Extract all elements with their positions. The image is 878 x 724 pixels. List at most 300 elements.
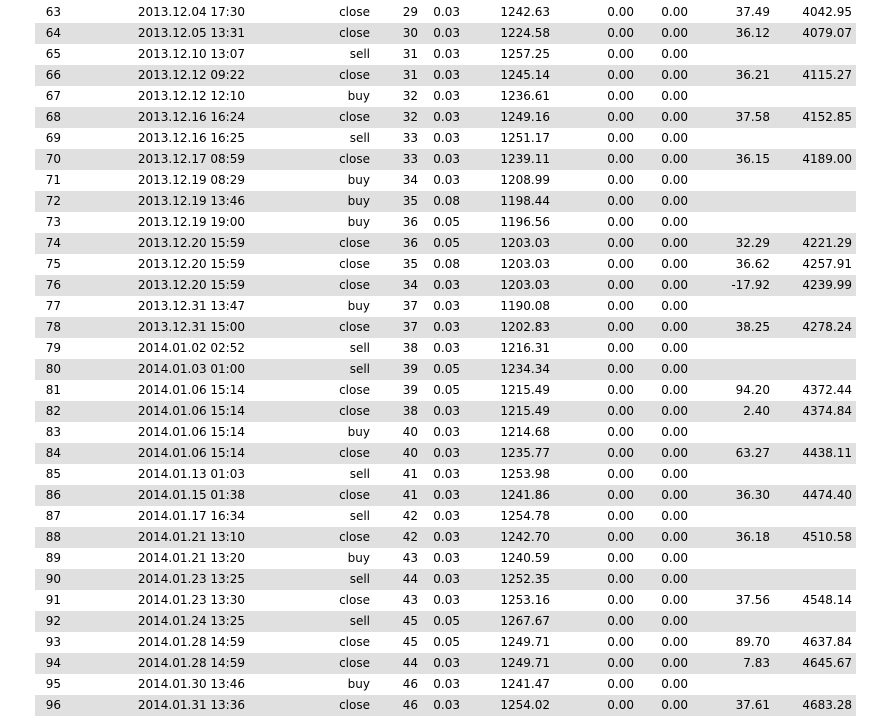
take-profit-cell: 0.00	[661, 551, 688, 565]
price-cell: 1245.14	[464, 65, 550, 86]
stop-loss-cell: 0.00	[550, 695, 636, 716]
table-row	[0, 653, 856, 674]
lot-size-cell: 0.03	[433, 89, 460, 103]
deal-time-cell: 2013.12.16 16:25	[137, 131, 245, 145]
profit-cell: 94.20	[735, 383, 770, 397]
order-number-cell: 37	[372, 317, 420, 338]
profit-cell: 89.70	[735, 635, 770, 649]
lot-size-cell: 0.08	[433, 257, 460, 271]
lot-size-cell: 0.03	[420, 527, 464, 548]
profit-cell	[690, 44, 772, 65]
table-row	[0, 107, 856, 128]
profit-cell: 7.83	[690, 653, 772, 674]
table-row	[0, 170, 856, 191]
deal-number-cell: 78	[35, 317, 77, 338]
price-cell: 1251.17	[500, 131, 550, 145]
deal-type-cell: buy	[347, 299, 370, 313]
table-row	[0, 296, 856, 317]
row-margin-cell	[0, 317, 35, 338]
deal-number-cell: 88	[35, 527, 77, 548]
take-profit-cell: 0.00	[636, 527, 690, 548]
profit-cell	[690, 296, 772, 317]
deal-time-cell: 2014.01.06 15:14	[137, 383, 245, 397]
deal-time-cell: 2014.01.15 01:38	[77, 485, 251, 506]
profit-cell: 38.25	[690, 317, 772, 338]
stop-loss-cell: 0.00	[607, 383, 634, 397]
take-profit-cell: 0.00	[636, 611, 690, 632]
profit-cell	[690, 548, 772, 569]
deal-number-cell: 80	[35, 359, 77, 380]
deal-number-cell: 92	[35, 611, 77, 632]
balance-cell	[772, 548, 856, 569]
price-cell: 1235.77	[464, 443, 550, 464]
take-profit-cell: 0.00	[661, 593, 688, 607]
deal-time-cell: 2013.12.20 15:59	[77, 233, 251, 254]
stop-loss-cell: 0.00	[607, 215, 634, 229]
lot-size-cell: 0.05	[420, 359, 464, 380]
take-profit-cell: 0.00	[661, 5, 688, 19]
stop-loss-cell: 0.00	[607, 425, 634, 439]
deal-number-cell: 81	[45, 383, 61, 397]
deal-number-cell: 77	[45, 299, 61, 313]
deal-time-cell: 2014.01.28 14:59	[137, 635, 245, 649]
deal-time-cell: 2013.12.19 19:00	[137, 215, 245, 229]
table-row	[0, 2, 856, 23]
lot-size-cell: 0.05	[420, 233, 464, 254]
table-row	[0, 380, 856, 401]
profit-cell: 36.30	[690, 485, 772, 506]
order-number-cell: 35	[372, 191, 420, 212]
lot-size-cell: 0.03	[420, 149, 464, 170]
balance-cell	[772, 44, 856, 65]
take-profit-cell: 0.00	[661, 635, 688, 649]
price-cell: 1203.03	[500, 257, 550, 271]
table-row	[0, 233, 856, 254]
take-profit-cell: 0.00	[636, 695, 690, 716]
order-number-cell: 38	[402, 341, 418, 355]
deal-number-cell: 82	[35, 401, 77, 422]
profit-cell	[690, 191, 772, 212]
deal-type-cell: close	[251, 233, 372, 254]
trade-history-table	[0, 2, 856, 716]
table-row	[0, 23, 856, 44]
row-margin-cell	[0, 611, 35, 632]
deal-time-cell: 2014.01.13 01:03	[137, 467, 245, 481]
balance-cell: 4548.14	[802, 593, 852, 607]
price-cell: 1267.67	[464, 611, 550, 632]
stop-loss-cell: 0.00	[607, 551, 634, 565]
deal-type-cell: buy	[347, 215, 370, 229]
price-cell: 1215.49	[500, 383, 550, 397]
balance-cell	[772, 86, 856, 107]
deal-number-cell: 83	[45, 425, 61, 439]
deal-time-cell: 2014.01.02 02:52	[137, 341, 245, 355]
row-margin-cell	[0, 359, 35, 380]
stop-loss-cell: 0.00	[550, 275, 636, 296]
order-number-cell: 38	[372, 401, 420, 422]
deal-type-cell: sell	[349, 509, 370, 523]
lot-size-cell: 0.03	[420, 401, 464, 422]
deal-number-cell: 90	[35, 569, 77, 590]
profit-cell: 36.21	[690, 65, 772, 86]
deal-type-cell: buy	[251, 191, 372, 212]
deal-time-cell: 2013.12.31 15:00	[77, 317, 251, 338]
price-cell: 1190.08	[500, 299, 550, 313]
deal-number-cell: 70	[35, 149, 77, 170]
profit-cell: 37.58	[690, 107, 772, 128]
stop-loss-cell: 0.00	[550, 359, 636, 380]
table-row	[0, 275, 856, 296]
deal-time-cell: 2014.01.28 14:59	[77, 653, 251, 674]
profit-cell	[690, 359, 772, 380]
price-cell: 1198.44	[464, 191, 550, 212]
take-profit-cell: 0.00	[661, 173, 688, 187]
row-margin-cell	[0, 590, 35, 611]
balance-cell	[772, 359, 856, 380]
order-number-cell: 33	[402, 131, 418, 145]
table-row	[0, 191, 856, 212]
deal-number-cell: 87	[45, 509, 61, 523]
price-cell: 1224.58	[464, 23, 550, 44]
row-margin-cell	[0, 653, 35, 674]
order-number-cell: 45	[372, 611, 420, 632]
deal-time-cell: 2014.01.06 15:14	[77, 401, 251, 422]
order-number-cell: 40	[402, 425, 418, 439]
deal-type-cell: close	[339, 635, 370, 649]
take-profit-cell: 0.00	[636, 485, 690, 506]
row-margin-cell	[0, 674, 35, 695]
row-margin-cell	[0, 296, 35, 317]
take-profit-cell: 0.00	[661, 89, 688, 103]
price-cell: 1249.71	[464, 653, 550, 674]
order-number-cell: 45	[402, 635, 418, 649]
deal-number-cell: 79	[45, 341, 61, 355]
deal-time-cell: 2014.01.17 16:34	[137, 509, 245, 523]
row-margin-cell	[0, 149, 35, 170]
order-number-cell: 39	[372, 359, 420, 380]
price-cell: 1242.63	[500, 5, 550, 19]
lot-size-cell: 0.03	[420, 275, 464, 296]
table-row	[0, 464, 856, 485]
deal-type-cell: buy	[347, 89, 370, 103]
deal-type-cell: close	[251, 401, 372, 422]
table-row	[0, 695, 856, 716]
order-number-cell: 33	[372, 149, 420, 170]
lot-size-cell: 0.03	[420, 695, 464, 716]
deal-type-cell: buy	[347, 677, 370, 691]
order-number-cell: 32	[402, 89, 418, 103]
profit-cell: 32.29	[690, 233, 772, 254]
stop-loss-cell: 0.00	[607, 593, 634, 607]
take-profit-cell: 0.00	[661, 509, 688, 523]
balance-cell	[772, 338, 856, 359]
balance-cell: 4221.29	[772, 233, 856, 254]
take-profit-cell: 0.00	[636, 65, 690, 86]
deal-number-cell: 67	[45, 89, 61, 103]
price-cell: 1253.98	[500, 467, 550, 481]
lot-size-cell: 0.03	[420, 569, 464, 590]
table-row	[0, 128, 856, 149]
table-row	[0, 44, 856, 65]
profit-cell	[690, 674, 772, 695]
balance-cell	[772, 296, 856, 317]
deal-time-cell: 2014.01.23 13:30	[137, 593, 245, 607]
order-number-cell: 36	[372, 233, 420, 254]
lot-size-cell: 0.03	[433, 551, 460, 565]
deal-type-cell: sell	[349, 467, 370, 481]
row-margin-cell	[0, 695, 35, 716]
profit-cell	[690, 86, 772, 107]
stop-loss-cell: 0.00	[550, 443, 636, 464]
order-number-cell: 44	[372, 653, 420, 674]
price-cell: 1241.86	[464, 485, 550, 506]
take-profit-cell: 0.00	[661, 383, 688, 397]
stop-loss-cell: 0.00	[550, 65, 636, 86]
lot-size-cell: 0.05	[433, 215, 460, 229]
deal-time-cell: 2014.01.03 01:00	[77, 359, 251, 380]
take-profit-cell: 0.00	[636, 275, 690, 296]
deal-type-cell: buy	[347, 425, 370, 439]
row-margin-cell	[0, 443, 35, 464]
stop-loss-cell: 0.00	[550, 611, 636, 632]
profit-cell	[690, 422, 772, 443]
row-margin-cell	[0, 380, 35, 401]
order-number-cell: 46	[372, 695, 420, 716]
balance-cell	[772, 128, 856, 149]
stop-loss-cell: 0.00	[607, 509, 634, 523]
stop-loss-cell: 0.00	[607, 341, 634, 355]
lot-size-cell: 0.05	[433, 635, 460, 649]
table-row	[0, 548, 856, 569]
take-profit-cell: 0.00	[661, 677, 688, 691]
lot-size-cell: 0.03	[420, 107, 464, 128]
deal-time-cell: 2013.12.20 15:59	[137, 257, 245, 271]
balance-cell: 4152.85	[772, 107, 856, 128]
stop-loss-cell: 0.00	[607, 257, 634, 271]
deal-time-cell: 2013.12.10 13:07	[137, 47, 245, 61]
take-profit-cell: 0.00	[661, 131, 688, 145]
table-row	[0, 401, 856, 422]
price-cell: 1215.49	[464, 401, 550, 422]
deal-number-cell: 66	[35, 65, 77, 86]
balance-cell: 4637.84	[802, 635, 852, 649]
price-cell: 1203.03	[464, 275, 550, 296]
order-number-cell: 43	[402, 551, 418, 565]
order-number-cell: 41	[372, 485, 420, 506]
take-profit-cell: 0.00	[636, 233, 690, 254]
lot-size-cell: 0.03	[420, 443, 464, 464]
deal-type-cell: buy	[347, 173, 370, 187]
order-number-cell: 40	[372, 443, 420, 464]
price-cell: 1214.68	[500, 425, 550, 439]
balance-cell	[772, 506, 856, 527]
table-row	[0, 86, 856, 107]
deal-number-cell: 96	[35, 695, 77, 716]
profit-cell: 36.12	[690, 23, 772, 44]
price-cell: 1196.56	[500, 215, 550, 229]
take-profit-cell: 0.00	[636, 443, 690, 464]
deal-type-cell: close	[251, 107, 372, 128]
deal-type-cell: close	[251, 23, 372, 44]
row-margin-cell	[0, 401, 35, 422]
take-profit-cell: 0.00	[636, 359, 690, 380]
lot-size-cell: 0.03	[420, 317, 464, 338]
deal-type-cell: sell	[349, 341, 370, 355]
balance-cell: 4115.27	[772, 65, 856, 86]
deal-type-cell: sell	[349, 47, 370, 61]
deal-time-cell: 2014.01.06 15:14	[137, 425, 245, 439]
table-row	[0, 569, 856, 590]
deal-type-cell: sell	[251, 359, 372, 380]
deal-type-cell: sell	[251, 611, 372, 632]
row-margin-cell	[0, 44, 35, 65]
balance-cell: 4239.99	[772, 275, 856, 296]
balance-cell: 4683.28	[772, 695, 856, 716]
take-profit-cell: 0.00	[661, 341, 688, 355]
stop-loss-cell: 0.00	[607, 635, 634, 649]
row-margin-cell	[0, 170, 35, 191]
profit-cell	[690, 338, 772, 359]
order-number-cell: 35	[402, 257, 418, 271]
price-cell: 1239.11	[464, 149, 550, 170]
balance-cell	[772, 569, 856, 590]
balance-cell: 4438.11	[772, 443, 856, 464]
order-number-cell: 30	[372, 23, 420, 44]
order-number-cell: 43	[402, 593, 418, 607]
lot-size-cell: 0.03	[433, 299, 460, 313]
deal-time-cell: 2014.01.21 13:10	[77, 527, 251, 548]
take-profit-cell: 0.00	[661, 47, 688, 61]
take-profit-cell: 0.00	[661, 467, 688, 481]
price-cell: 1236.61	[500, 89, 550, 103]
deal-time-cell: 2013.12.20 15:59	[77, 275, 251, 296]
balance-cell	[772, 170, 856, 191]
order-number-cell: 37	[402, 299, 418, 313]
lot-size-cell: 0.03	[433, 677, 460, 691]
price-cell: 1253.16	[500, 593, 550, 607]
deal-type-cell: close	[251, 653, 372, 674]
deal-type-cell: close	[339, 5, 370, 19]
profit-cell: 37.56	[735, 593, 770, 607]
take-profit-cell: 0.00	[636, 569, 690, 590]
take-profit-cell: 0.00	[636, 23, 690, 44]
deal-number-cell: 89	[45, 551, 61, 565]
order-number-cell: 31	[372, 65, 420, 86]
order-number-cell: 41	[402, 467, 418, 481]
stop-loss-cell: 0.00	[607, 131, 634, 145]
order-number-cell: 42	[402, 509, 418, 523]
balance-cell	[772, 611, 856, 632]
take-profit-cell: 0.00	[636, 401, 690, 422]
row-margin-cell	[0, 191, 35, 212]
balance-cell	[772, 422, 856, 443]
order-number-cell: 34	[402, 173, 418, 187]
profit-cell	[690, 464, 772, 485]
table-row	[0, 65, 856, 86]
stop-loss-cell: 0.00	[550, 485, 636, 506]
table-row	[0, 590, 856, 611]
stop-loss-cell: 0.00	[607, 677, 634, 691]
row-margin-cell	[0, 338, 35, 359]
deal-type-cell: close	[251, 527, 372, 548]
order-number-cell: 34	[372, 275, 420, 296]
table-row	[0, 674, 856, 695]
profit-cell	[690, 170, 772, 191]
deal-type-cell: close	[251, 443, 372, 464]
stop-loss-cell: 0.00	[550, 107, 636, 128]
stop-loss-cell: 0.00	[550, 527, 636, 548]
balance-cell: 4278.24	[772, 317, 856, 338]
balance-cell: 4510.58	[772, 527, 856, 548]
balance-cell: 4257.91	[802, 257, 852, 271]
profit-cell	[690, 569, 772, 590]
deal-number-cell: 72	[35, 191, 77, 212]
lot-size-cell: 0.03	[420, 23, 464, 44]
price-cell: 1241.47	[500, 677, 550, 691]
deal-type-cell: close	[251, 695, 372, 716]
row-margin-cell	[0, 422, 35, 443]
lot-size-cell: 0.03	[420, 485, 464, 506]
table-row	[0, 149, 856, 170]
row-margin-cell	[0, 212, 35, 233]
deal-number-cell: 85	[45, 467, 61, 481]
row-margin-cell	[0, 254, 35, 275]
deal-number-cell: 64	[35, 23, 77, 44]
lot-size-cell: 0.03	[433, 509, 460, 523]
take-profit-cell: 0.00	[636, 653, 690, 674]
deal-type-cell: close	[251, 65, 372, 86]
deal-number-cell: 76	[35, 275, 77, 296]
profit-cell: 63.27	[690, 443, 772, 464]
stop-loss-cell: 0.00	[550, 653, 636, 674]
table-row	[0, 632, 856, 653]
balance-cell: 4474.40	[772, 485, 856, 506]
deal-number-cell: 74	[35, 233, 77, 254]
take-profit-cell: 0.00	[636, 317, 690, 338]
table-row	[0, 443, 856, 464]
take-profit-cell: 0.00	[636, 149, 690, 170]
profit-cell: -17.92	[690, 275, 772, 296]
lot-size-cell: 0.08	[420, 191, 464, 212]
row-margin-cell	[0, 86, 35, 107]
table-row	[0, 254, 856, 275]
price-cell: 1249.71	[500, 635, 550, 649]
row-margin-cell	[0, 464, 35, 485]
table-row	[0, 611, 856, 632]
order-number-cell: 46	[402, 677, 418, 691]
price-cell: 1249.16	[464, 107, 550, 128]
price-cell: 1242.70	[464, 527, 550, 548]
deal-time-cell: 2013.12.05 13:31	[77, 23, 251, 44]
price-cell: 1216.31	[500, 341, 550, 355]
profit-cell: 2.40	[690, 401, 772, 422]
balance-cell: 4189.00	[772, 149, 856, 170]
price-cell: 1203.03	[464, 233, 550, 254]
lot-size-cell: 0.05	[420, 611, 464, 632]
stop-loss-cell: 0.00	[607, 47, 634, 61]
balance-cell	[772, 464, 856, 485]
table-row	[0, 212, 856, 233]
take-profit-cell: 0.00	[636, 107, 690, 128]
balance-cell: 4372.44	[802, 383, 852, 397]
deal-number-cell: 86	[35, 485, 77, 506]
profit-cell	[690, 611, 772, 632]
price-cell: 1234.34	[464, 359, 550, 380]
deal-number-cell: 93	[45, 635, 61, 649]
price-cell: 1254.78	[500, 509, 550, 523]
table-row	[0, 317, 856, 338]
table-row	[0, 485, 856, 506]
